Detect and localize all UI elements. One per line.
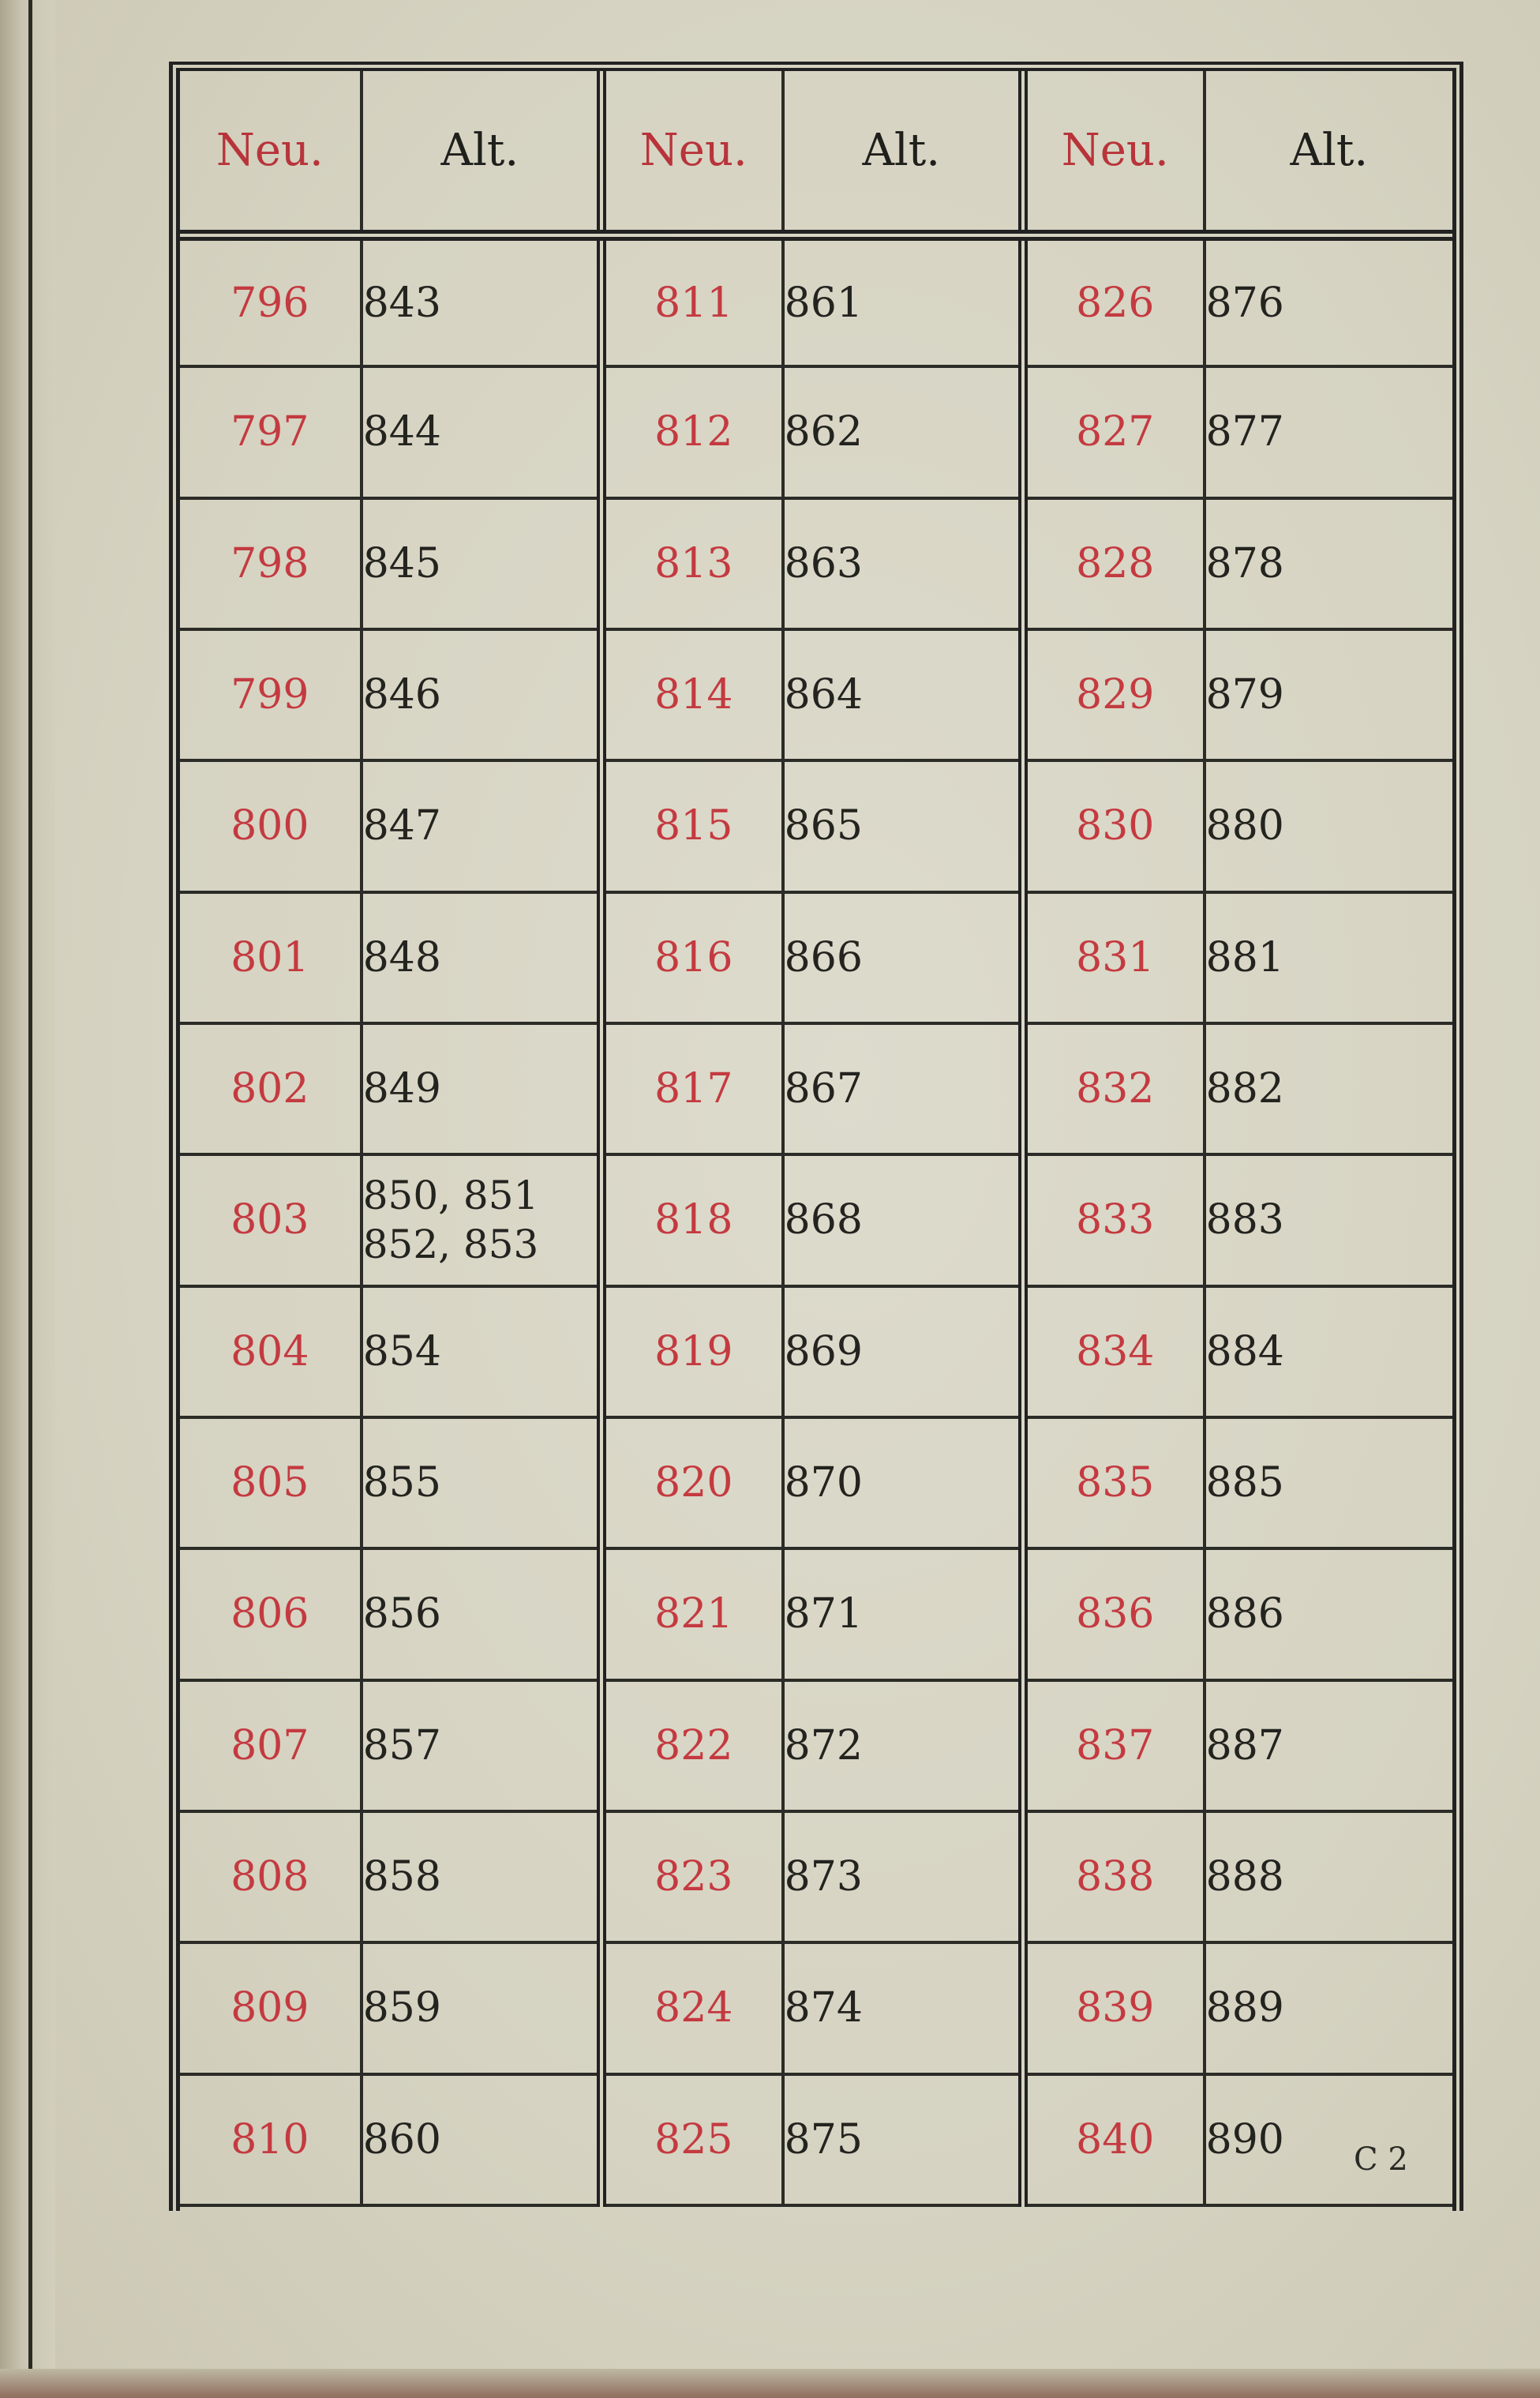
- neu-number: 828: [1023, 498, 1205, 629]
- alt-number: 849: [362, 1023, 601, 1154]
- alt-number: 861: [783, 235, 1023, 366]
- neu-number: 802: [180, 1023, 362, 1154]
- neu-number: 837: [1023, 1680, 1205, 1811]
- table-row: [180, 629, 1452, 760]
- neu-number: 810: [180, 2074, 362, 2205]
- alt-number: 888: [1205, 1811, 1452, 1942]
- neu-number: 822: [601, 1680, 783, 1811]
- alt-number: 884: [1205, 1286, 1452, 1417]
- header-neu: Neu.: [1023, 71, 1205, 235]
- alt-number: 860: [362, 2074, 601, 2205]
- header-neu: Neu.: [601, 71, 783, 235]
- neu-number: 816: [601, 892, 783, 1023]
- neu-number: 814: [601, 629, 783, 760]
- book-binding: [0, 0, 55, 2398]
- alt-number: 854: [362, 1286, 601, 1417]
- neu-number: 831: [1023, 892, 1205, 1023]
- alt-number: 867: [783, 1023, 1023, 1154]
- neu-number: 815: [601, 760, 783, 891]
- conversion-table: [180, 71, 1452, 2207]
- neu-number: 801: [180, 892, 362, 1023]
- alt-number: 880: [1205, 760, 1452, 891]
- alt-number: 879: [1205, 629, 1452, 760]
- neu-number: 812: [601, 366, 783, 497]
- neu-number: 823: [601, 1811, 783, 1942]
- neu-number: 826: [1023, 235, 1205, 366]
- alt-number-line: 852, 853: [362, 1222, 539, 1268]
- table-row: [180, 1417, 1452, 1548]
- alt-number: 843: [362, 235, 601, 366]
- alt-number: 848: [362, 892, 601, 1023]
- alt-number: 882: [1205, 1023, 1452, 1154]
- header-alt: Alt.: [783, 71, 1023, 235]
- alt-number: 859: [362, 1942, 601, 2073]
- neu-number: 829: [1023, 629, 1205, 760]
- neu-number: 832: [1023, 1023, 1205, 1154]
- alt-number: 846: [362, 629, 601, 760]
- alt-number: 886: [1205, 1548, 1452, 1679]
- alt-number-line: 850, 851: [362, 1173, 539, 1219]
- header-alt: Alt.: [362, 71, 601, 235]
- alt-number: 878: [1205, 498, 1452, 629]
- alt-number: 856: [362, 1548, 601, 1679]
- alt-number: 857: [362, 1680, 601, 1811]
- alt-number: 873: [783, 1811, 1023, 1942]
- alt-number: 862: [783, 366, 1023, 497]
- alt-number: 877: [1205, 366, 1452, 497]
- alt-number: 845: [362, 498, 601, 629]
- alt-number: 847: [362, 760, 601, 891]
- table-row: [180, 892, 1452, 1023]
- neu-number: 830: [1023, 760, 1205, 891]
- alt-number: 858: [362, 1811, 601, 1942]
- alt-number: 874: [783, 1942, 1023, 2073]
- alt-number: 871: [783, 1548, 1023, 1679]
- neu-number: 821: [601, 1548, 783, 1679]
- table-row: [180, 1023, 1452, 1154]
- neu-number: 819: [601, 1286, 783, 1417]
- alt-number: [362, 1154, 601, 1285]
- neu-number: 805: [180, 1417, 362, 1548]
- alt-number: 865: [783, 760, 1023, 891]
- alt-number: 890: [1205, 2074, 1452, 2205]
- table-row: [180, 366, 1452, 497]
- neu-number: 834: [1023, 1286, 1205, 1417]
- table-row: [180, 1286, 1452, 1417]
- table-row: [180, 1548, 1452, 1679]
- alt-number: 869: [783, 1286, 1023, 1417]
- neu-number: 799: [180, 629, 362, 760]
- alt-number: 866: [783, 892, 1023, 1023]
- alt-number: 876: [1205, 235, 1452, 366]
- neu-number: 818: [601, 1154, 783, 1285]
- alt-number: 889: [1205, 1942, 1452, 2073]
- neu-number: 840: [1023, 2074, 1205, 2205]
- table-row: [180, 1811, 1452, 1942]
- neu-number: 800: [180, 760, 362, 891]
- neu-number: 820: [601, 1417, 783, 1548]
- neu-number: 838: [1023, 1811, 1205, 1942]
- alt-number: 872: [783, 1680, 1023, 1811]
- alt-number: 875: [783, 2074, 1023, 2205]
- binding-line: [28, 0, 32, 2398]
- page-bottom-edge: [0, 2369, 1540, 2398]
- alt-number: 864: [783, 629, 1023, 760]
- header-neu: Neu.: [180, 71, 362, 235]
- neu-number: 797: [180, 366, 362, 497]
- alt-number: 870: [783, 1417, 1023, 1548]
- table-row: [180, 235, 1452, 366]
- table-row: [180, 498, 1452, 629]
- neu-number: 798: [180, 498, 362, 629]
- neu-number: 796: [180, 235, 362, 366]
- alt-number: 868: [783, 1154, 1023, 1285]
- neu-number: 809: [180, 1942, 362, 2073]
- alt-number: 883: [1205, 1154, 1452, 1285]
- signature-mark: C 2: [1354, 2141, 1408, 2178]
- table-row: [180, 1154, 1452, 1285]
- table-row: [180, 760, 1452, 891]
- neu-number: 833: [1023, 1154, 1205, 1285]
- alt-number: 881: [1205, 892, 1452, 1023]
- table-row: [180, 2074, 1452, 2205]
- neu-number: 807: [180, 1680, 362, 1811]
- neu-number: 839: [1023, 1942, 1205, 2073]
- alt-number: 844: [362, 366, 601, 497]
- table-row: [180, 1680, 1452, 1811]
- neu-number: 824: [601, 1942, 783, 2073]
- neu-number: 804: [180, 1286, 362, 1417]
- neu-number: 811: [601, 235, 783, 366]
- neu-number: 803: [180, 1154, 362, 1285]
- alt-number: 855: [362, 1417, 601, 1548]
- table-row: [180, 1942, 1452, 2073]
- header-row: [180, 71, 1452, 235]
- header-alt: Alt.: [1205, 71, 1452, 235]
- neu-number: 813: [601, 498, 783, 629]
- neu-number: 835: [1023, 1417, 1205, 1548]
- neu-number: 825: [601, 2074, 783, 2205]
- neu-number: 827: [1023, 366, 1205, 497]
- neu-number: 836: [1023, 1548, 1205, 1679]
- neu-number: 806: [180, 1548, 362, 1679]
- neu-number: 817: [601, 1023, 783, 1154]
- alt-number: 863: [783, 498, 1023, 629]
- alt-number: 887: [1205, 1680, 1452, 1811]
- neu-number: 808: [180, 1811, 362, 1942]
- alt-number: 885: [1205, 1417, 1452, 1548]
